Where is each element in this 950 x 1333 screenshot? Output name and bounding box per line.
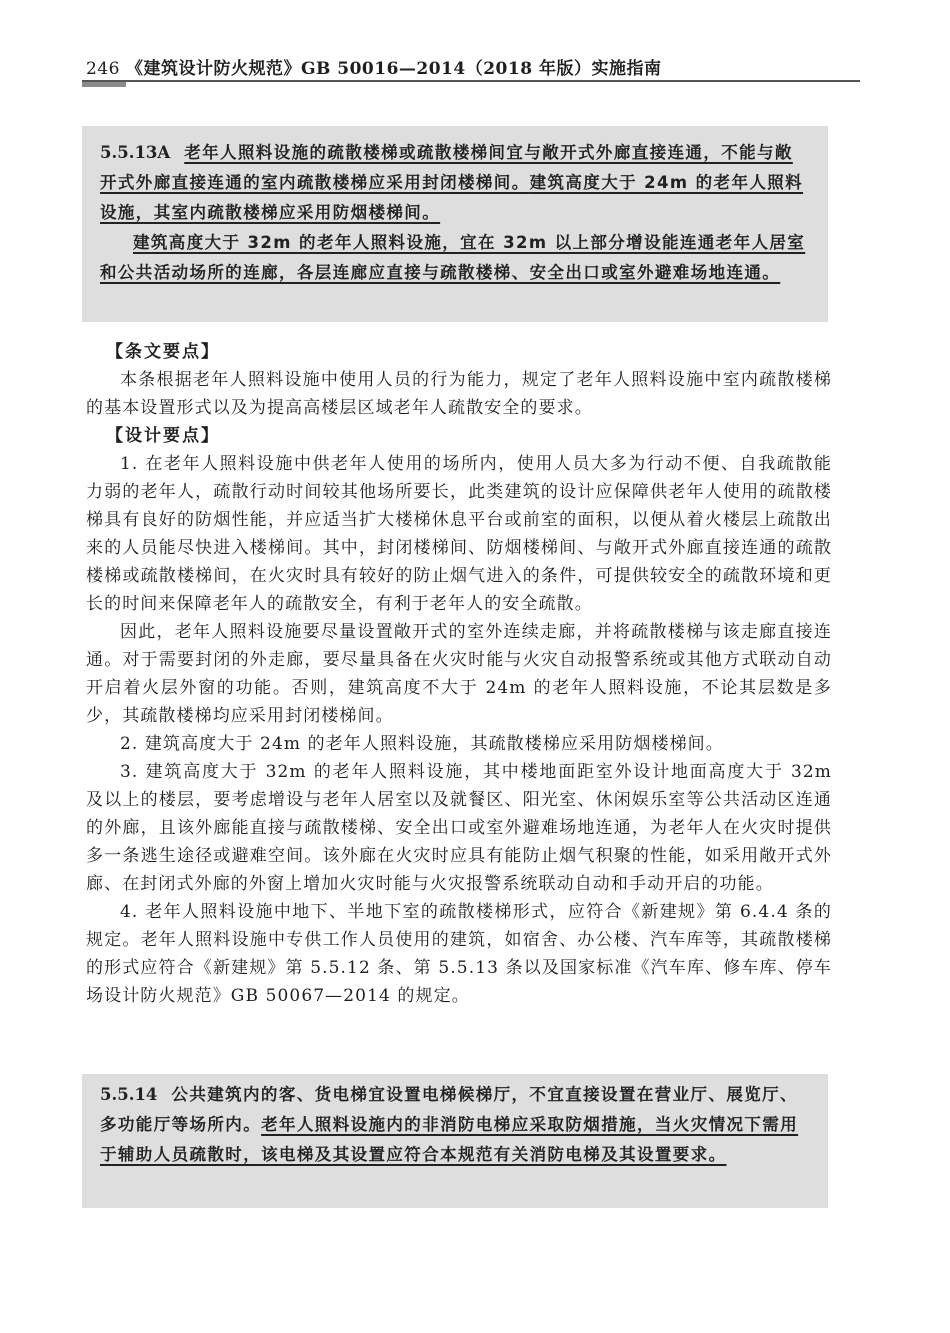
clause-sentence: 老年人照料设施的疏散楼梯或疏散楼梯间宜与敞开式外廊直接连通，不能与敞开式外廊直接连通的室内疏散楼梯应采用封闭楼梯间。: [100, 143, 793, 192]
commentary-body: [86, 338, 832, 1010]
paragraph: 因此，老年人照料设施要尽量设置敞开式的室外连续走廊，并将疏散楼梯与该走廊直接连通。对于需要封闭的外走廊，要尽量具备在火灾时能与火灾自动报警系统或其他方式联动自动开启着火层外窗的功能。否则，建筑高度不大于 24m 的老年人照料设施，不论其层数是多少，其疏散楼梯均应采用封闭楼梯间。: [86, 622, 832, 726]
clause-paragraph: 建筑高度大于 32m 的老年人照料设施，宜在 32m 以上部分增设能连通老年人居室和公共活动场所的连廊，各层连廊应直接与疏散楼梯、安全出口或室外避难场地连通。: [100, 233, 806, 282]
book-title: 《建筑设计防火规范》GB 50016—2014（2018 年版）实施指南: [125, 59, 662, 79]
section-heading: 【设计要点】: [106, 426, 220, 446]
section-heading: 【条文要点】: [106, 342, 220, 362]
clause-paragraph: [100, 1080, 810, 1170]
paragraph: 4. 老年人照料设施中地下、半地下室的疏散楼梯形式，应符合《新建规》第 6.4.4 条的规定。老年人照料设施中专供工作人员使用的建筑，如宿舍、办公楼、汽车库等，其疏散楼梯的形式应符合《新建规》第 5.5.12 条、第 5.5.13 条以及国家标准《汽车库、修车库、停车场设计防火规范》GB 50067—2014 的规定。: [86, 902, 832, 1006]
paragraph: 2. 建筑高度大于 24m 的老年人照料设施，其疏散楼梯应采用防烟楼梯间。: [120, 734, 724, 754]
clause-paragraph: [100, 138, 810, 228]
paragraph: 1. 在老年人照料设施中供老年人使用的场所内，使用人员大多为行动不便、自我疏散能力弱的老年人，疏散行动时间较其他场所要长，此类建筑的设计应保障供老年人使用的疏散楼梯具有良好的防烟性能，并应适当扩大楼梯休息平台或前室的面积，以便从着火楼层上疏散出来的人员能尽快进入楼梯间。其中，封闭楼梯间、防烟楼梯间、与敞开式外廊直接连通的疏散楼梯或疏散楼梯间，在火灾时具有较好的防止烟气进入的条件，可提供较安全的疏散环境和更长的时间来保障老年人的疏散安全，有利于老年人的安全疏散。: [86, 454, 832, 614]
header-rule-mark: [82, 82, 126, 87]
header-rule: [82, 80, 860, 82]
clause-box-5-5-14: [82, 1074, 828, 1208]
clause-sentence: 老年人照料设施内的非消防电梯应采取防烟措施，当火灾情况下需用于辅助人员疏散时，该电梯及其设置应符合本规范有关消防电梯及其设置要求。: [100, 1115, 799, 1164]
clause-sentence: 公共建筑内的客、货电梯宜设置电梯候梯厅，不宜直接设置在营业厅、展览厅、多功能厅等场所内。: [100, 1085, 798, 1134]
page-number: 246: [86, 59, 120, 79]
clause-sentence: 建筑高度大于 24m 的老年人照料设施，其室内疏散楼梯应采用防烟楼梯间。: [100, 173, 804, 222]
paragraph: 本条根据老年人照料设施中使用人员的行为能力，规定了老年人照料设施中室内疏散楼梯的基本设置形式以及为提高高楼层区域老年人疏散安全的要求。: [86, 370, 832, 418]
paragraph: 3. 建筑高度大于 32m 的老年人照料设施，其中楼地面距室外设计地面高度大于 32m 及以上的楼层，要考虑增设与老年人居室以及就餐区、阳光室、休闲娱乐室等公共活动区连通的外廊，且该外廊能直接与疏散楼梯、安全出口或室外避难场地连通，为老年人在火灾时提供多一条逃生途径或避难空间。该外廊在火灾时应具有能防止烟气积聚的性能，如采用敞开式外廊、在封闭式外廊的外窗上增加火灾时能与火灾报警系统联动自动和手动开启的功能。: [86, 762, 832, 894]
running-header: [86, 54, 856, 79]
clause-number: 5.5.13A: [100, 143, 171, 162]
clause-number: 5.5.14: [100, 1085, 158, 1104]
clause-box-5-5-13A: [82, 126, 828, 322]
